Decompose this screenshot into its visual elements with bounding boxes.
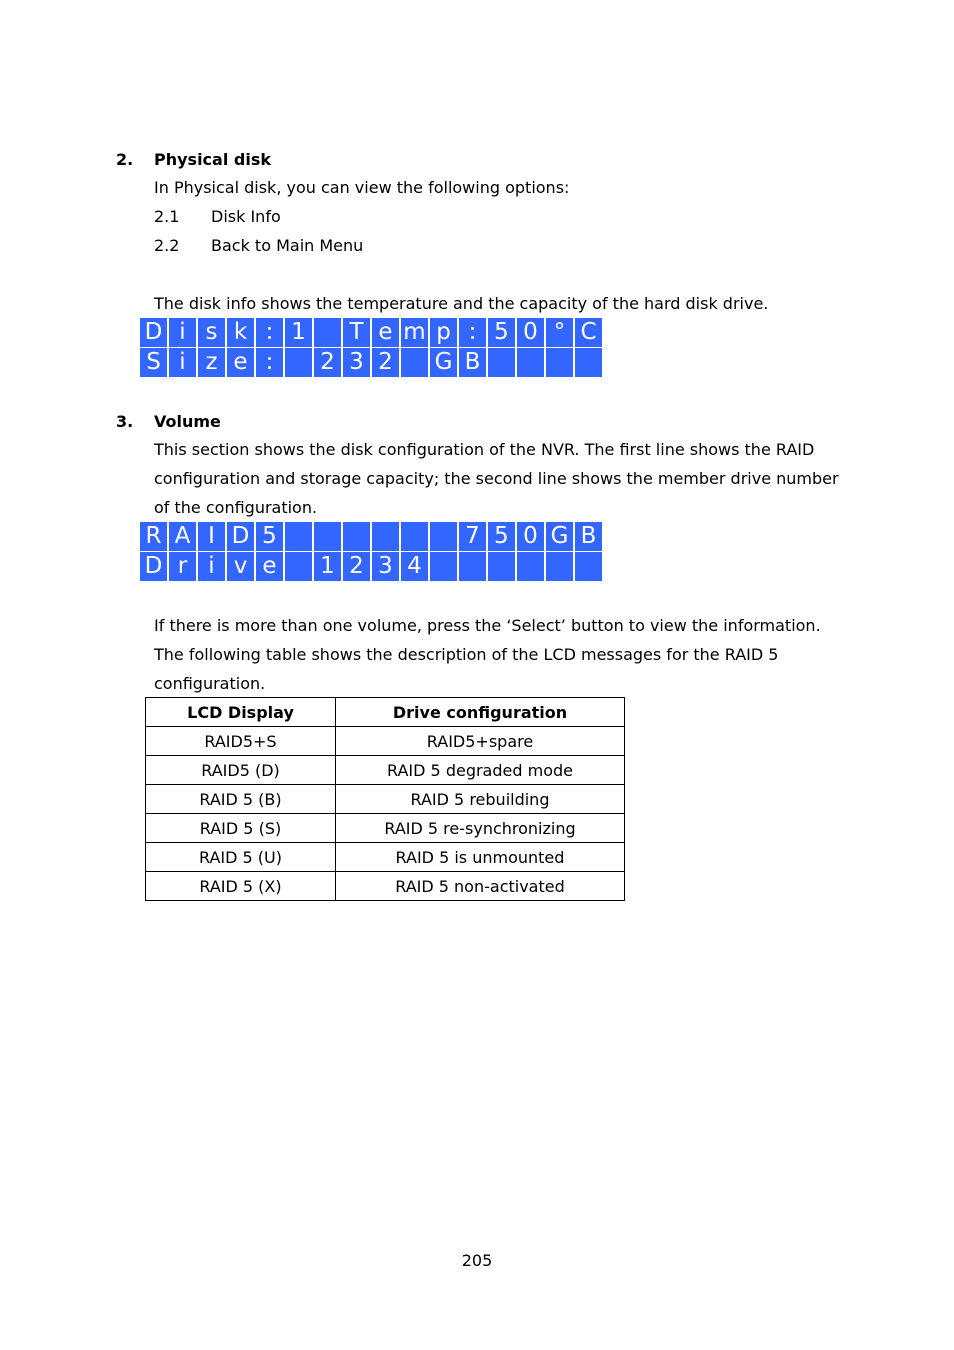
lcd-character-cell: B (459, 348, 486, 377)
lcd-character-cell (430, 522, 457, 551)
table-row (146, 843, 625, 872)
table-row (146, 785, 625, 814)
lcd-character-cell: e (372, 318, 399, 347)
lcd-character-cell: S (140, 348, 167, 377)
lcd-character-cell: D (140, 318, 167, 347)
lcd-character-cell (488, 552, 515, 581)
lcd-character-cell: B (575, 522, 602, 551)
lcd-character-cell: i (169, 318, 196, 347)
option-number: 2.2 (154, 236, 180, 255)
lcd-character-cell: p (430, 318, 457, 347)
table-cell-lcd: RAID 5 (B) (146, 785, 336, 814)
lcd-character-cell: v (227, 552, 254, 581)
section-2-title: Physical disk (154, 150, 271, 169)
lcd-character-cell (401, 522, 428, 551)
lcd-character-cell (459, 552, 486, 581)
lcd-character-cell (314, 318, 341, 347)
lcd-character-cell: r (169, 552, 196, 581)
table-cell-config: RAID 5 rebuilding (336, 785, 625, 814)
lcd-character-cell (517, 348, 544, 377)
lcd-character-cell (488, 348, 515, 377)
lcd-character-cell: T (343, 318, 370, 347)
lcd-character-cell: 7 (459, 522, 486, 551)
lcd-character-cell: s (198, 318, 225, 347)
lcd-character-cell (372, 522, 399, 551)
lcd-character-cell: i (169, 348, 196, 377)
table-row (146, 814, 625, 843)
section-3-paragraph-line: configuration and storage capacity; the second line shows the member drive number (154, 469, 839, 488)
option-number: 2.1 (154, 207, 180, 226)
table-cell-config: RAID 5 re-synchronizing (336, 814, 625, 843)
lcd-character-cell (285, 552, 312, 581)
table-cell-config: RAID 5 non-activated (336, 872, 625, 901)
lcd-character-cell: z (198, 348, 225, 377)
section-3-after-line: configuration. (154, 674, 266, 693)
lcd-character-cell (343, 522, 370, 551)
table-cell-lcd: RAID5+S (146, 727, 336, 756)
lcd-character-cell (546, 348, 573, 377)
lcd-character-cell: 2 (314, 348, 341, 377)
table-row (146, 872, 625, 901)
lcd-character-cell (314, 522, 341, 551)
lcd-line-1 (139, 522, 608, 551)
table-row (146, 756, 625, 785)
table-cell-lcd: RAID 5 (S) (146, 814, 336, 843)
lcd-character-cell (285, 348, 312, 377)
lcd-character-cell (517, 552, 544, 581)
table-cell-lcd: RAID 5 (U) (146, 843, 336, 872)
lcd-character-cell: 5 (488, 318, 515, 347)
lcd-character-cell: ° (546, 318, 573, 347)
lcd-display-volume (139, 522, 608, 581)
lcd-character-cell: m (401, 318, 428, 347)
lcd-character-cell: i (198, 552, 225, 581)
lcd-character-cell: : (256, 348, 283, 377)
section-3-paragraph-line: of the configuration. (154, 498, 318, 517)
lcd-character-cell: R (140, 522, 167, 551)
option-label: Back to Main Menu (211, 236, 364, 255)
lcd-character-cell: 1 (285, 318, 312, 347)
section-2-intro: In Physical disk, you can view the following options: (154, 178, 570, 197)
lcd-character-cell (575, 552, 602, 581)
lcd-character-cell: e (256, 552, 283, 581)
section-2-description: The disk info shows the temperature and the capacity of the hard disk drive. (154, 294, 769, 313)
lcd-messages-table (145, 697, 625, 901)
table-cell-config: RAID5+spare (336, 727, 625, 756)
table-header-row (146, 698, 625, 727)
lcd-character-cell: D (140, 552, 167, 581)
lcd-line-1 (139, 318, 608, 347)
lcd-character-cell: 0 (517, 318, 544, 347)
lcd-character-cell: 3 (372, 552, 399, 581)
lcd-line-2 (139, 348, 608, 377)
lcd-character-cell (546, 552, 573, 581)
option-label: Disk Info (211, 207, 281, 226)
lcd-character-cell: 2 (372, 348, 399, 377)
table-cell-lcd: RAID5 (D) (146, 756, 336, 785)
section-3-after-line: If there is more than one volume, press the ‘Select’ button to view the information. (154, 616, 821, 635)
lcd-character-cell: 4 (401, 552, 428, 581)
lcd-character-cell (401, 348, 428, 377)
lcd-character-cell: D (227, 522, 254, 551)
lcd-character-cell: 0 (517, 522, 544, 551)
lcd-character-cell: A (169, 522, 196, 551)
section-3-paragraph-line: This section shows the disk configuration of the NVR. The first line shows the RAID (154, 440, 815, 459)
table-cell-lcd: RAID 5 (X) (146, 872, 336, 901)
lcd-display-disk-info (139, 318, 608, 377)
lcd-character-cell: G (430, 348, 457, 377)
lcd-character-cell: G (546, 522, 573, 551)
lcd-character-cell: C (575, 318, 602, 347)
lcd-character-cell: 3 (343, 348, 370, 377)
lcd-character-cell: : (256, 318, 283, 347)
table-cell-config: RAID 5 degraded mode (336, 756, 625, 785)
lcd-character-cell: e (227, 348, 254, 377)
lcd-character-cell (575, 348, 602, 377)
section-3-number: 3. (116, 412, 134, 431)
lcd-character-cell: 2 (343, 552, 370, 581)
lcd-character-cell: : (459, 318, 486, 347)
lcd-character-cell: 1 (314, 552, 341, 581)
section-3-title: Volume (154, 412, 221, 431)
table-header-lcd-display: LCD Display (146, 698, 336, 727)
lcd-character-cell (285, 522, 312, 551)
lcd-character-cell: I (198, 522, 225, 551)
lcd-line-2 (139, 552, 608, 581)
lcd-character-cell: k (227, 318, 254, 347)
page-number: 205 (461, 1251, 493, 1270)
lcd-character-cell: 5 (256, 522, 283, 551)
lcd-character-cell: 5 (488, 522, 515, 551)
table-header-drive-configuration: Drive configuration (336, 698, 625, 727)
table-row (146, 727, 625, 756)
section-2-number: 2. (116, 150, 134, 169)
lcd-character-cell (430, 552, 457, 581)
table-cell-config: RAID 5 is unmounted (336, 843, 625, 872)
section-3-after-line: The following table shows the description of the LCD messages for the RAID 5 (154, 645, 779, 664)
